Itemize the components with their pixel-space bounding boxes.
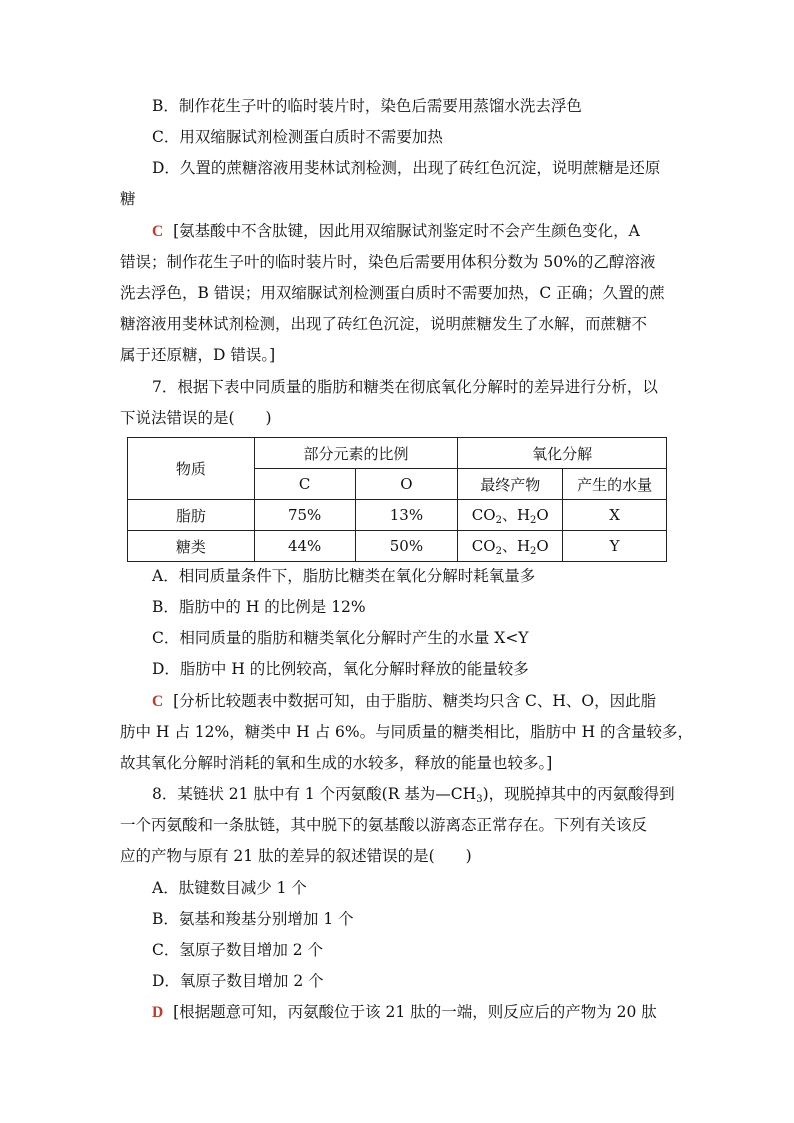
q8-answer: D bbox=[152, 1004, 164, 1021]
q6-option-d-line1: D．久置的蔗糖溶液用斐林试剂检测，出现了砖红色沉淀，说明蔗糖是还原 bbox=[152, 159, 661, 177]
q6-explanation-line4: 糖溶液用斐林试剂检测，出现了砖红色沉淀，说明蔗糖发生了水解，而蔗糖不 bbox=[120, 315, 648, 333]
table-cell-name: 糖类 bbox=[128, 531, 255, 562]
q7-explanation-line1 bbox=[152, 690, 656, 713]
q7-stem-line2: 下说法错误的是( ) bbox=[120, 409, 272, 427]
q7-option-d: D．脂肪中 H 的比例较高，氧化分解时释放的能量较多 bbox=[152, 660, 529, 678]
table-cell-water: X bbox=[563, 500, 667, 531]
q8-stem-line2: 一个丙氨酸和一条肽链，其中脱下的氨基酸以游离态正常存在。下列有关该反 bbox=[120, 816, 648, 834]
q6-option-b: B．制作花生子叶的临时装片时，染色后需要用蒸馏水洗去浮色 bbox=[152, 97, 582, 115]
table-cell-o: 50% bbox=[355, 531, 458, 562]
table-header-water: 产生的水量 bbox=[563, 469, 667, 500]
q8-option-a: A．肽键数目减少 1 个 bbox=[152, 879, 307, 897]
q6-explanation-line3: 洗去浮色，B 错误；用双缩脲试剂检测蛋白质时不需要加热，C 正确；久置的蔗 bbox=[120, 284, 665, 302]
q7-data-table bbox=[127, 437, 667, 562]
q7-explanation-line3: 故其氧化分解时消耗的氧和生成的水较多，释放的能量也较多。] bbox=[120, 754, 553, 772]
table-cell-c: 75% bbox=[254, 500, 355, 531]
q8-option-c: C．氢原子数目增加 2 个 bbox=[152, 941, 324, 959]
q8-exp-text1: [根据题意可知，丙氨酸位于该 21 肽的一端，则反应后的产物为 20 肽 bbox=[173, 1003, 657, 1021]
q7-option-b: B．脂肪中的 H 的比例是 12% bbox=[152, 598, 366, 616]
q8-option-d: D．氧原子数目增加 2 个 bbox=[152, 972, 324, 990]
table-cell-o: 13% bbox=[355, 500, 458, 531]
q7-stem-line1: 7．根据下表中同质量的脂肪和糖类在彻底氧化分解时的差异进行分析，以 bbox=[152, 378, 658, 396]
q6-answer: C bbox=[152, 223, 164, 240]
q6-explanation-line1 bbox=[152, 220, 640, 243]
table-header-o: O bbox=[355, 469, 458, 500]
q6-explanation-line2: 错误；制作花生子叶的临时装片时，染色后需要用体积分数为 50%的乙醇溶液 bbox=[120, 253, 656, 271]
table-header-substance: 物质 bbox=[128, 438, 255, 500]
q7-option-c: C．相同质量的脂肪和糖类氧化分解时产生的水量 X<Y bbox=[152, 629, 529, 647]
q6-explanation-line5: 属于还原糖，D 错误。] bbox=[120, 346, 276, 364]
q8-stem-line1: 8．某链状 21 肽中有 1 个丙氨酸(R 基为$—CH_3$)，现脱掉其中的丙氨酸得到 bbox=[152, 785, 675, 805]
table-row bbox=[128, 500, 667, 531]
q8-stem-line3: 应的产物与原有 21 肽的差异的叙述错误的是( ) bbox=[120, 847, 472, 865]
q7-answer: C bbox=[152, 693, 164, 710]
table-cell-name: 脂肪 bbox=[128, 500, 255, 531]
table-row bbox=[128, 531, 667, 562]
table-cell-product: $CO_2$、$H_2O$ bbox=[458, 531, 563, 562]
table-cell-c: 44% bbox=[254, 531, 355, 562]
table-cell-water: Y bbox=[563, 531, 667, 562]
q6-option-d-line2: 糖 bbox=[120, 190, 136, 208]
q8-explanation-line1 bbox=[152, 1001, 657, 1024]
q7-exp-text1: [分析比较题表中数据可知，由于脂肪、糖类均只含 C、H、O，因此脂 bbox=[173, 692, 657, 710]
table-cell-product: $CO_2$、$H_2O$ bbox=[458, 500, 563, 531]
q7-explanation-line2: 肪中 H 占 12%，糖类中 H 占 6%。与同质量的糖类相比，脂肪中 H 的含量较多， bbox=[120, 723, 694, 741]
q6-exp-text1: [氨基酸中不含肽键，因此用双缩脲试剂鉴定时不会产生颜色变化，A bbox=[173, 222, 640, 240]
table-header-element-ratio: 部分元素的比例 bbox=[254, 438, 458, 469]
q7-option-a: A．相同质量条件下，脂肪比糖类在氧化分解时耗氧量多 bbox=[152, 567, 536, 585]
table-header-oxidation: 氧化分解 bbox=[458, 438, 667, 469]
table-header-final-product: 最终产物 bbox=[458, 469, 563, 500]
table-header-c: C bbox=[254, 469, 355, 500]
q6-option-c: C．用双缩脲试剂检测蛋白质时不需要加热 bbox=[152, 128, 443, 146]
q8-option-b: B．氨基和羧基分别增加 1 个 bbox=[152, 910, 354, 928]
